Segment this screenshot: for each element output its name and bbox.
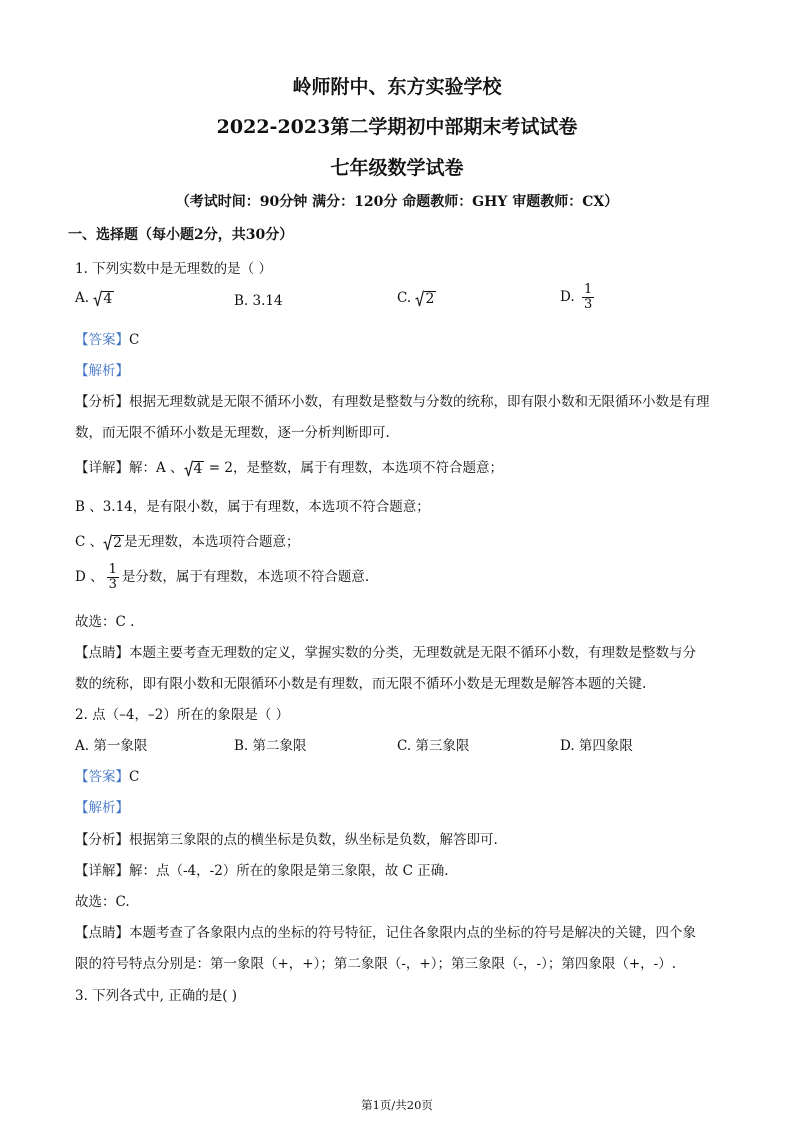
point-text: 本题考查了各象限内点的坐标的符号特征，记住各象限内点的坐标的符号是解决的关键，四个象 <box>129 925 696 941</box>
q1-answer <box>75 328 139 348</box>
page-number: 第1页/共20页 <box>361 1098 433 1112</box>
q2-solution-tag: 【解析】 <box>75 800 129 816</box>
sqrt-symbol <box>415 290 436 307</box>
sqrt-symbol <box>184 460 205 477</box>
denominator: 3 <box>108 577 117 592</box>
fraction <box>107 563 119 592</box>
question-1-stem: 1. 下列实数中是无理数的是（ ） <box>75 261 272 277</box>
q1-point-cont: 数的统称，即有限小数和无限循环小数是有理数，而无限不循环小数是无理数是解答本题的关键. <box>75 676 647 692</box>
q2-option-c: C. 第三象限 <box>397 738 470 754</box>
option-label: A. <box>75 290 90 306</box>
detail-text: 是分数，属于有理数，本选项不符合题意. <box>121 569 370 585</box>
detail-tag: 【详解】 <box>75 460 129 476</box>
q1-option-c <box>397 290 436 307</box>
q1-detail-b: B 、3.14，是有限小数，属于有理数，本选项不符合题意； <box>75 499 430 515</box>
q2-option-a: A. 第一象限 <box>75 738 148 754</box>
exam-meta: （考试时间：90分钟 满分：120分 命题教师：GHY 审题教师：CX） <box>175 194 619 210</box>
q2-point <box>75 921 696 941</box>
q1-detail-c <box>75 530 300 551</box>
point-tag: 【点睛】 <box>75 645 129 661</box>
section-heading: 一、选择题（每小题2分，共30分） <box>68 227 294 243</box>
answer-value: C <box>129 332 140 348</box>
detail-text: ，是整数，属于有理数，本选项不符合题意； <box>232 460 503 476</box>
numerator: 1 <box>108 562 117 577</box>
exam-title: 2022-2023第二学期初中部期末考试试卷 <box>216 116 578 138</box>
detail-text: C 、 <box>75 534 104 550</box>
detail-text: 是无理数，本选项符合题意； <box>124 534 300 550</box>
answer-value: C <box>129 769 140 785</box>
answer-tag: 【答案】 <box>75 332 129 348</box>
q2-choose: 故选：C. <box>75 894 130 910</box>
fraction <box>582 283 594 312</box>
q1-analysis <box>75 390 710 410</box>
analysis-tag: 【分析】 <box>75 832 129 848</box>
q1-detail-a <box>75 456 503 477</box>
point-tag: 【点睛】 <box>75 925 129 941</box>
q1-analysis-cont: 数，而无限不循环小数是无理数，逐一分析判断即可. <box>75 425 390 441</box>
q1-point <box>75 641 696 661</box>
question-2-stem: 2. 点（–4，–2）所在的象限是（ ） <box>75 707 290 723</box>
radicand: 2 <box>425 291 435 307</box>
point-text: 本题主要考查无理数的定义，掌握实数的分类，无理数就是无限不循环小数，有理数是整数与分 <box>129 645 696 661</box>
school-title: 岭师附中、东方实验学校 <box>292 76 502 98</box>
q2-detail <box>75 859 449 879</box>
q2-option-b: B. 第二象限 <box>234 738 307 754</box>
q1-choose: 故选：C . <box>75 614 135 630</box>
answer-tag: 【答案】 <box>75 769 129 785</box>
question-3-stem: 3. 下列各式中, 正确的是( ) <box>75 988 238 1004</box>
detail-text: D 、 <box>75 569 104 585</box>
q2-answer <box>75 765 139 785</box>
q2-option-d: D. 第四象限 <box>560 738 633 754</box>
q1-option-d <box>560 283 597 312</box>
sqrt-symbol <box>93 290 114 307</box>
sqrt-symbol <box>103 534 124 551</box>
analysis-text: 根据第三象限的点的横坐标是负数，纵坐标是负数，解答即可. <box>129 832 498 848</box>
option-label: C. <box>397 290 412 306</box>
q2-point-cont: 限的符号特点分别是：第一象限（+，+）；第二象限（-，+）；第三象限（-，-）；第四象限（+，-）. <box>75 956 677 972</box>
q1-detail-d <box>75 563 369 592</box>
q1-solution-tag: 【解析】 <box>75 363 129 379</box>
q1-option-b: B. 3.14 <box>234 293 283 309</box>
equation-result: = 2 <box>204 460 233 476</box>
detail-text: 解：点（-4，-2）所在的象限是第三象限，故 C 正确. <box>129 863 449 879</box>
radicand: 2 <box>113 535 123 551</box>
detail-tag: 【详解】 <box>75 863 129 879</box>
q1-option-a <box>75 290 114 307</box>
analysis-text: 根据无理数就是无限不循环小数，有理数是整数与分数的统称，即有限小数和无限循环小数是有理 <box>129 394 710 410</box>
radicand: 4 <box>103 291 113 307</box>
denominator: 3 <box>583 297 593 312</box>
subject-title: 七年级数学试卷 <box>330 157 464 179</box>
numerator: 1 <box>583 282 593 297</box>
analysis-tag: 【分析】 <box>75 394 129 410</box>
option-label: D. <box>560 289 575 305</box>
radicand: 4 <box>193 461 203 477</box>
q2-analysis <box>75 828 498 848</box>
detail-text: 解：A 、 <box>129 460 184 476</box>
